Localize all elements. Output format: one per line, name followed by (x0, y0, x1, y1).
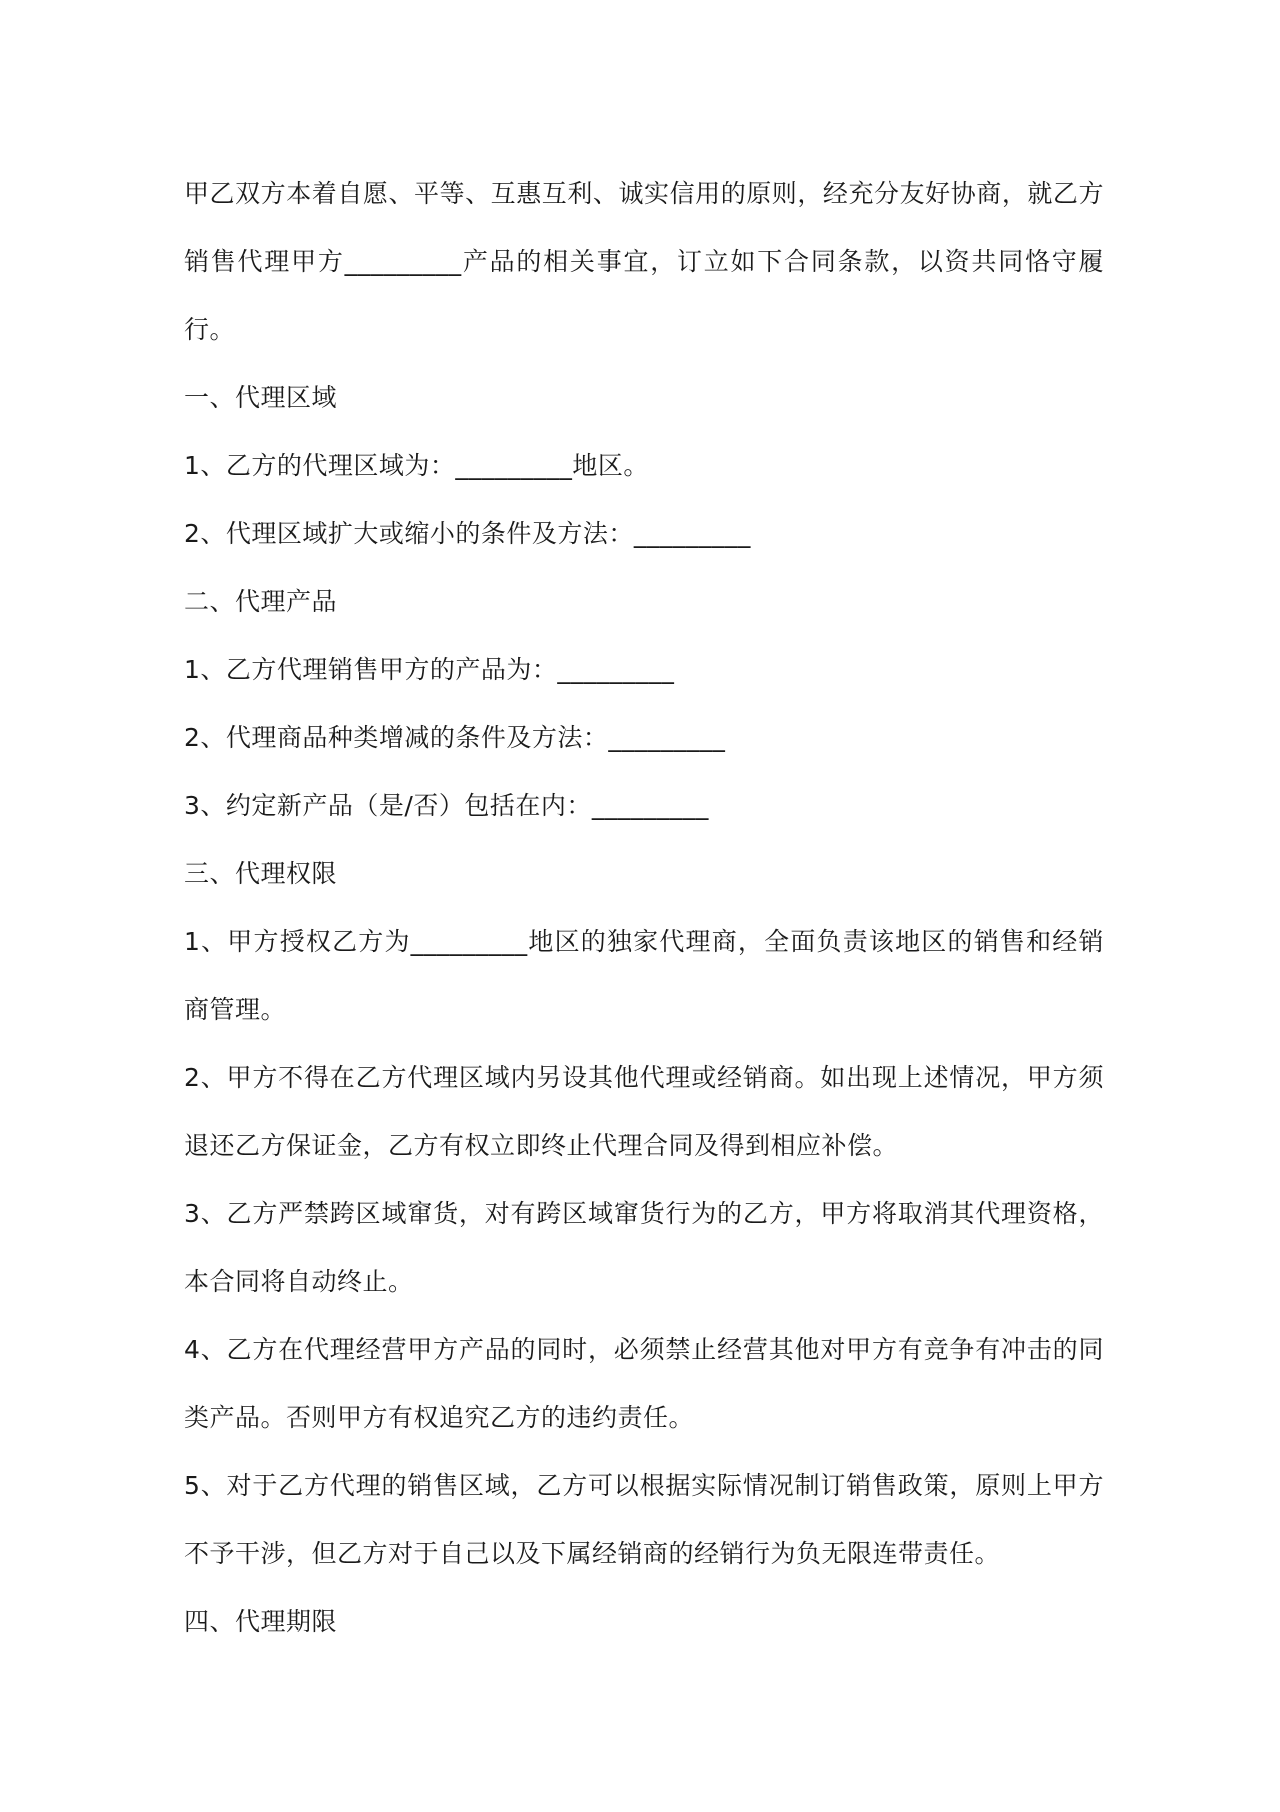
section-heading-products: 二、代理产品 (184, 587, 338, 616)
clause-paragraph: 2、代理商品种类增减的条件及方法：_________ (184, 723, 726, 752)
clause-paragraph: 2、甲方不得在乙方代理区域内另设其他代理或经销商。如出现上述情况，甲方须退还乙方保证金，乙方有权立即终止代理合同及得到相应补偿。 (184, 1063, 1104, 1160)
clause-paragraph: 1、乙方代理销售甲方的产品为：_________ (184, 655, 675, 684)
document-body (184, 160, 1104, 1656)
clause-paragraph: 5、对于乙方代理的销售区域，乙方可以根据实际情况制订销售政策，原则上甲方不予干涉，但乙方对于自己以及下属经销商的经销行为负无限连带责任。 (184, 1471, 1104, 1568)
intro-paragraph: 甲乙双方本着自愿、平等、互惠互利、诚实信用的原则，经充分友好协商，就乙方销售代理甲方_________产品的相关事宜，订立如下合同条款，以资共同恪守履行。 (184, 179, 1104, 344)
section-heading-term: 四、代理期限 (184, 1607, 338, 1636)
clause-paragraph: 1、乙方的代理区域为：_________地区。 (184, 451, 649, 480)
section-heading-area: 一、代理区域 (184, 383, 338, 412)
clause-paragraph: 4、乙方在代理经营甲方产品的同时，必须禁止经营其他对甲方有竞争有冲击的同类产品。否则甲方有权追究乙方的违约责任。 (184, 1335, 1104, 1432)
clause-paragraph: 3、乙方严禁跨区域窜货，对有跨区域窜货行为的乙方，甲方将取消其代理资格，本合同将自动终止。 (184, 1199, 1104, 1296)
section-heading-authority: 三、代理权限 (184, 859, 338, 888)
clause-paragraph: 2、代理区域扩大或缩小的条件及方法：_________ (184, 519, 751, 548)
clause-paragraph: 1、甲方授权乙方为_________地区的独家代理商，全面负责该地区的销售和经销商管理。 (184, 927, 1104, 1024)
clause-paragraph: 3、约定新产品（是/否）包括在内：_________ (184, 791, 709, 820)
